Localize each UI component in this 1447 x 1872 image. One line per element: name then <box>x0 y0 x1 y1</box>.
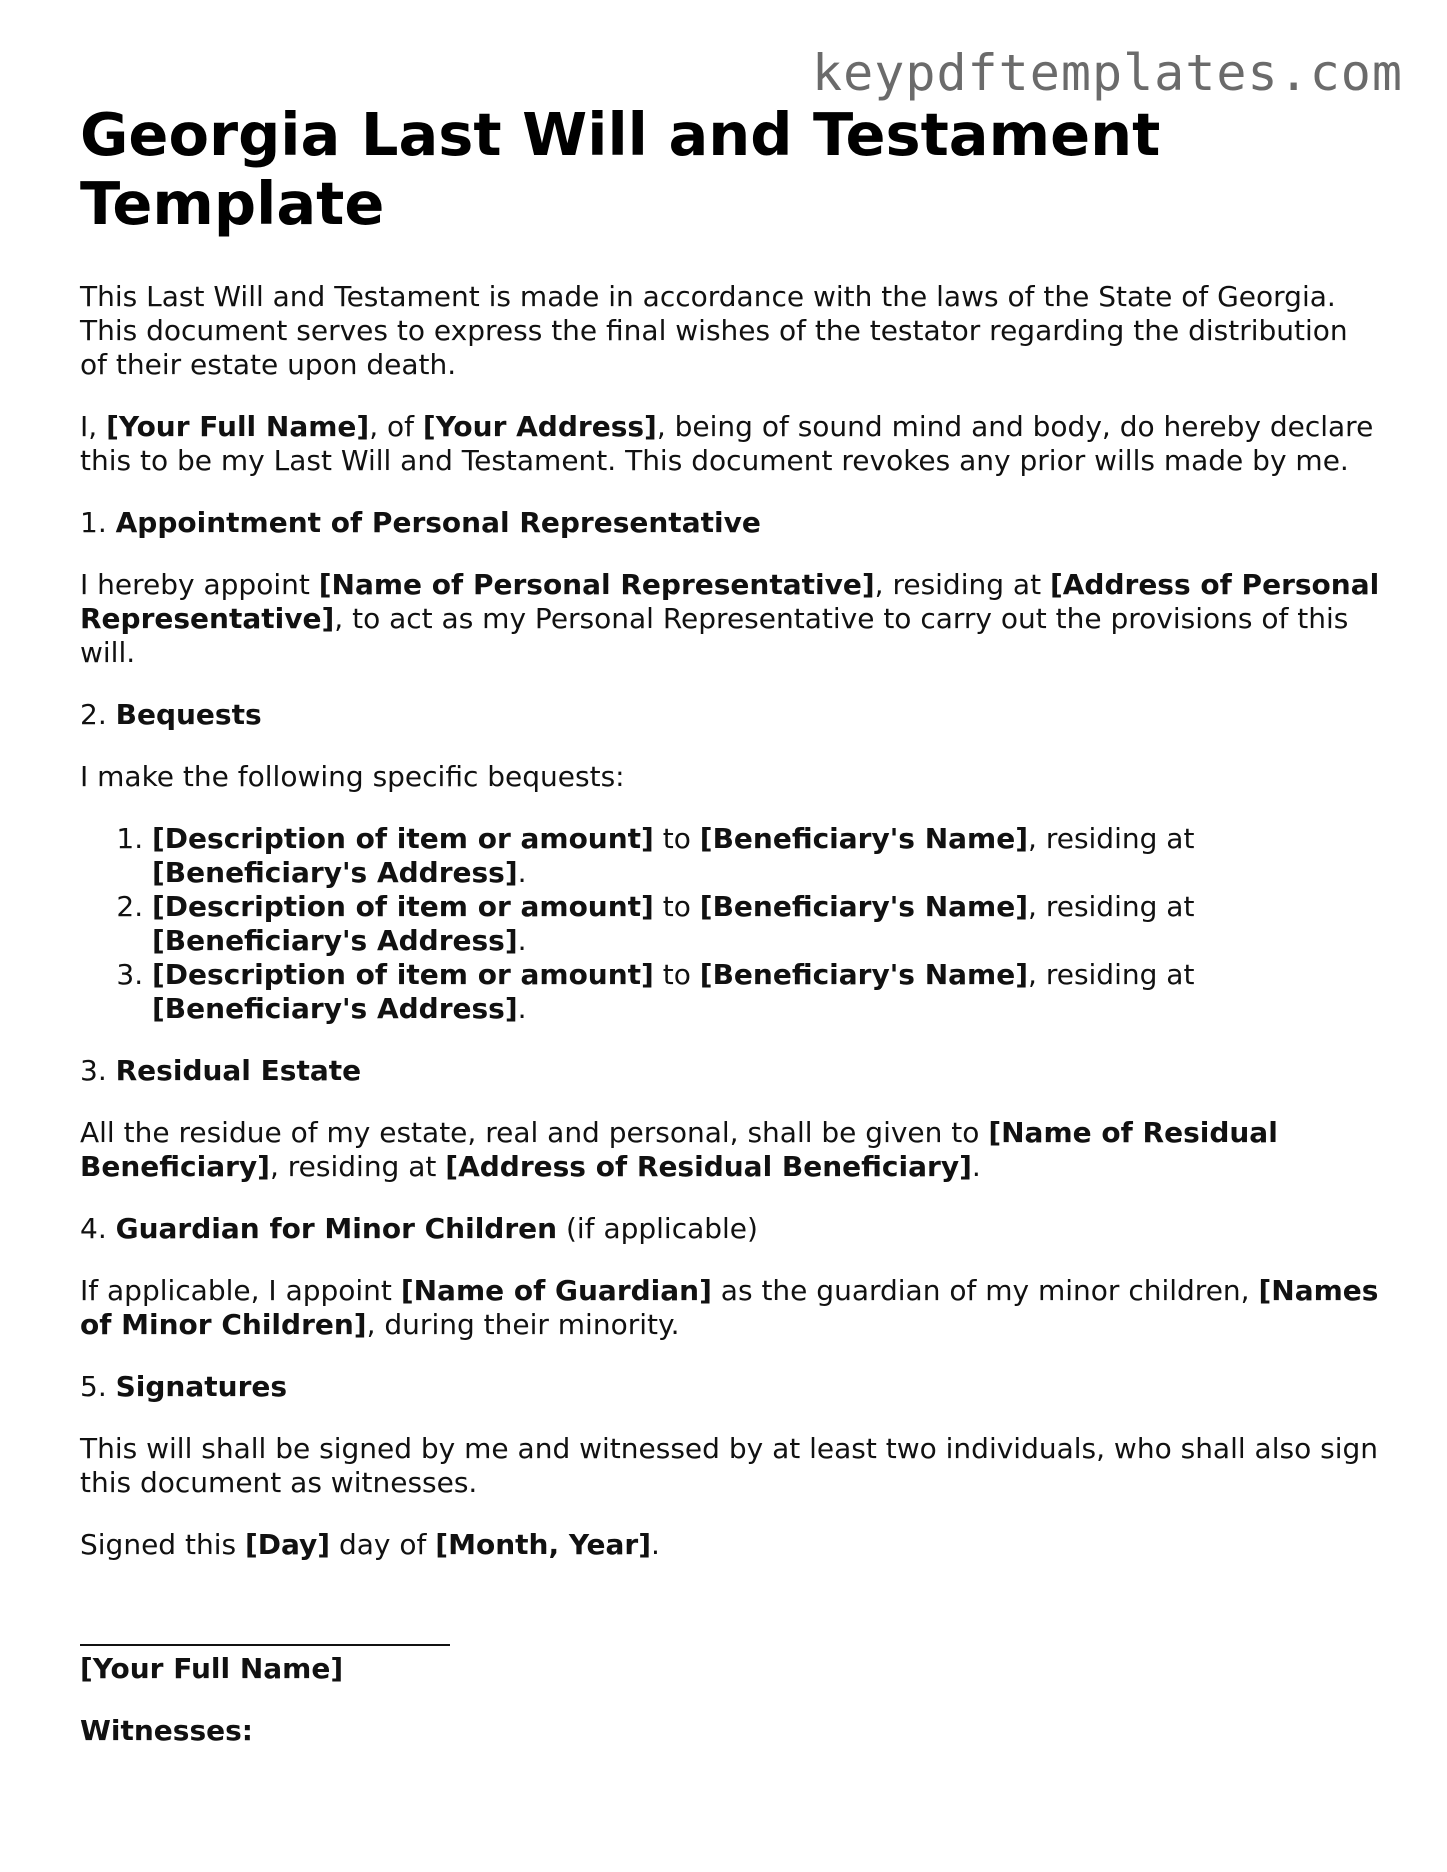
intro-paragraph: This Last Will and Testament is made in accordance with the laws of the State of Georgia. This document serves to express the final wishes of the testator regarding the distribution of their estate upon death. <box>80 280 1348 381</box>
signature-line <box>80 1616 450 1646</box>
section-heading-3: 3. Residual Estate <box>80 1054 362 1087</box>
bequests-lead: I make the following specific bequests: <box>80 760 625 793</box>
month-year-placeholder: [Month, Year] <box>435 1528 652 1561</box>
section-heading-5: 5. Signatures <box>80 1370 288 1403</box>
guardian-placeholder: [Name of Guardian] <box>400 1274 712 1307</box>
bequest-item: 1. [Description of item or amount] to [Beneficiary's Name], residing at [Beneficiary's Address]. <box>152 822 1380 890</box>
rep-name-placeholder: [Name of Personal Representative] <box>318 568 875 601</box>
signed-date-line: Signed this [Day] day of [Month, Year]. <box>80 1528 660 1561</box>
document-body <box>80 100 1380 1776</box>
signature-block <box>80 1616 1380 1748</box>
section-4-paragraph: If applicable, I appoint [Name of Guardian] as the guardian of my minor children, [Names of Minor Children], during their minority. <box>80 1274 1379 1341</box>
children-placeholder: [Names of Minor Children] <box>80 1274 1379 1341</box>
residual-name-placeholder: [Name of Residual Beneficiary] <box>80 1116 1278 1183</box>
bequest-item: 2. [Description of item or amount] to [Beneficiary's Name], residing at [Beneficiary's Address]. <box>152 890 1380 958</box>
watermark: keypdftemplates.com <box>812 44 1403 102</box>
section-1-paragraph: I hereby appoint [Name of Personal Representative], residing at [Address of Personal Representative], to act as my Personal Representative to carry out the provisions of this will. <box>80 568 1380 669</box>
section-5-paragraph: This will shall be signed by me and witnessed by at least two individuals, who shall also sign this document as witnesses. <box>80 1432 1378 1499</box>
document-title: Georgia Last Will and Testament Template <box>80 100 1161 238</box>
section-heading-2: 2. Bequests <box>80 698 262 731</box>
residual-address-placeholder: [Address of Residual Beneficiary] <box>445 1150 972 1183</box>
signer-name: [Your Full Name] <box>80 1652 344 1685</box>
section-heading-1: 1. Appointment of Personal Representative <box>80 506 761 539</box>
bequests-list <box>80 822 1380 1026</box>
rep-address-placeholder: [Address of Personal Representative] <box>80 568 1380 635</box>
testator-address-placeholder: [Your Address] <box>422 410 657 443</box>
section-3-paragraph: All the residue of my estate, real and personal, shall be given to [Name of Residual Beneficiary], residing at [Address of Residual Beneficiary]. <box>80 1116 1278 1183</box>
section-heading-4: 4. Guardian for Minor Children (if applicable) <box>80 1212 758 1245</box>
testator-name-placeholder: [Your Full Name] <box>106 410 370 443</box>
bequest-item: 3. [Description of item or amount] to [Beneficiary's Name], residing at [Beneficiary's Address]. <box>152 958 1380 1026</box>
declaration-paragraph: I, [Your Full Name], of [Your Address], being of sound mind and body, do hereby declare this to be my Last Will and Testament. This document revokes any prior wills made by me. <box>80 410 1374 477</box>
witnesses-label: Witnesses: <box>80 1714 253 1747</box>
day-placeholder: [Day] <box>244 1528 331 1561</box>
